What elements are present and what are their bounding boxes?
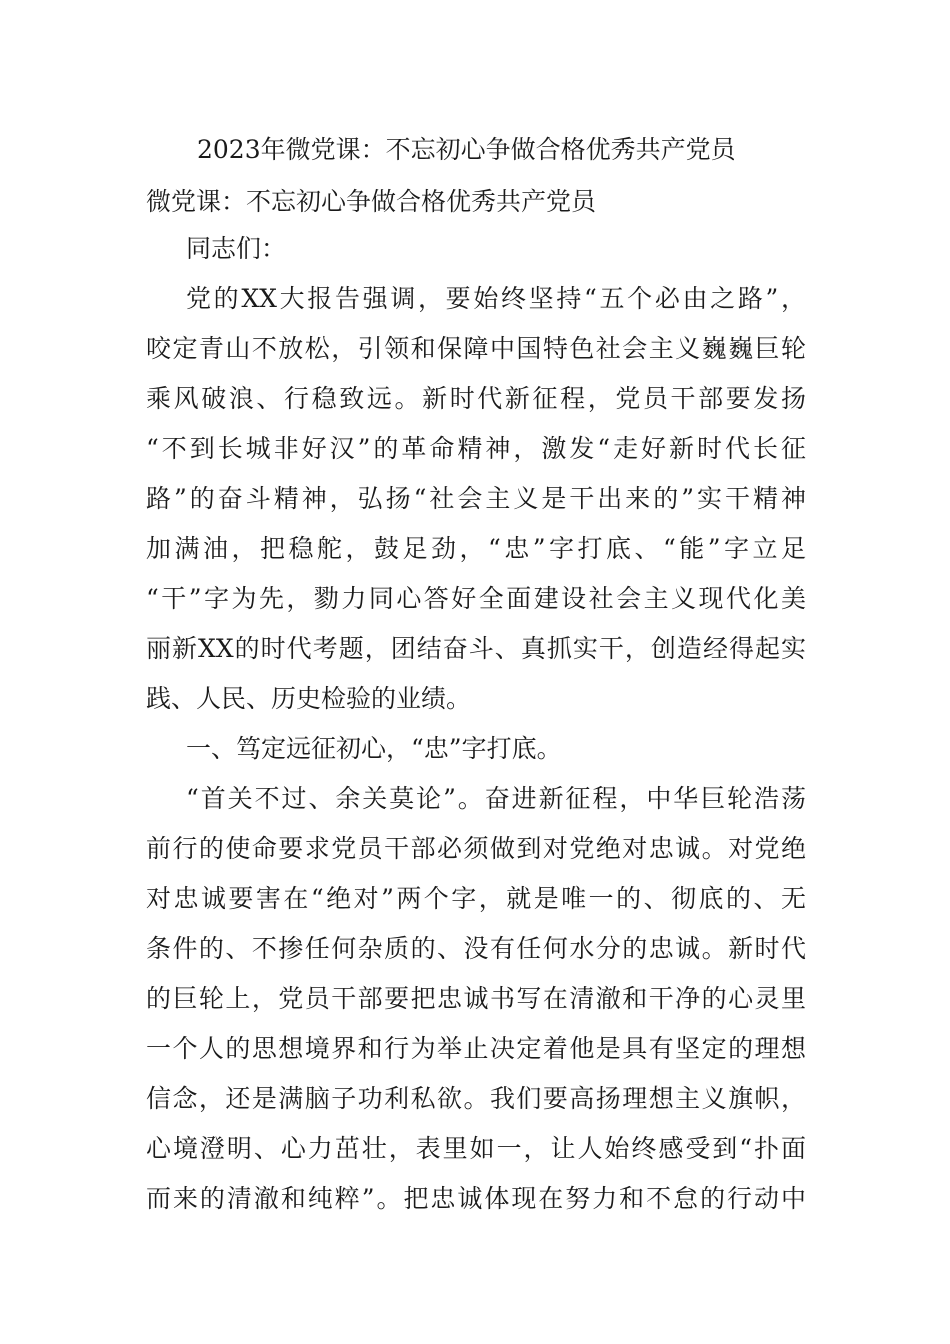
document-subtitle: 微党课：不忘初心争做合格优秀共产党员 [146, 187, 597, 216]
paragraph-line: 心境澄明、心力茁壮，表里如一，让人始终感受到“扑面 [146, 1134, 806, 1163]
paragraph-line: 对忠诚要害在“绝对”两个字，就是唯一的、彻底的、无 [146, 884, 806, 913]
paragraph-line: “首关不过、余关莫论”。奋进新征程，中华巨轮浩荡 [186, 784, 806, 813]
paragraph-line: “不到长城非好汉”的革命精神，激发“走好新时代长征 [146, 434, 806, 463]
paragraph-line: 前行的使命要求党员干部必须做到对党绝对忠诚。对党绝 [146, 834, 806, 863]
paragraph-line: 条件的、不掺任何杂质的、没有任何水分的忠诚。新时代 [146, 934, 806, 963]
paragraph-line: 一、笃定远征初心，“忠”字打底。 [186, 734, 562, 763]
document-title: 2023年微党课：不忘初心争做合格优秀共产党员 [197, 135, 736, 164]
paragraph-line: 加满油，把稳舵，鼓足劲，“忠”字打底、“能”字立足 [146, 534, 806, 563]
paragraph-line: 一个人的思想境界和行为举止决定着他是具有坚定的理想 [146, 1034, 806, 1063]
paragraph-line: 党的XX大报告强调，要始终坚持“五个必由之路”， [186, 284, 806, 313]
paragraph-line: 同志们： [186, 234, 287, 263]
paragraph-line: “干”字为先，勠力同心答好全面建设社会主义现代化美 [146, 584, 806, 613]
paragraph-line: 信念，还是满脑子功利私欲。我们要高扬理想主义旗帜， [146, 1084, 806, 1113]
document-body [146, 230, 806, 1230]
paragraph-line: 践、人民、历史检验的业绩。 [146, 684, 472, 713]
paragraph-line: 的巨轮上，党员干部要把忠诚书写在清澈和干净的心灵里 [146, 984, 806, 1013]
paragraph-line: 路”的奋斗精神，弘扬“社会主义是干出来的”实干精神 [146, 484, 806, 513]
paragraph-line: 丽新XX的时代考题，团结奋斗、真抓实干，创造经得起实 [146, 634, 806, 663]
paragraph-line: 乘风破浪、行稳致远。新时代新征程，党员干部要发扬 [146, 384, 806, 413]
paragraph-line: 而来的清澈和纯粹”。把忠诚体现在努力和不怠的行动中 [146, 1184, 806, 1213]
paragraph-line: 咬定青山不放松，引领和保障中国特色社会主义巍巍巨轮 [146, 334, 806, 363]
